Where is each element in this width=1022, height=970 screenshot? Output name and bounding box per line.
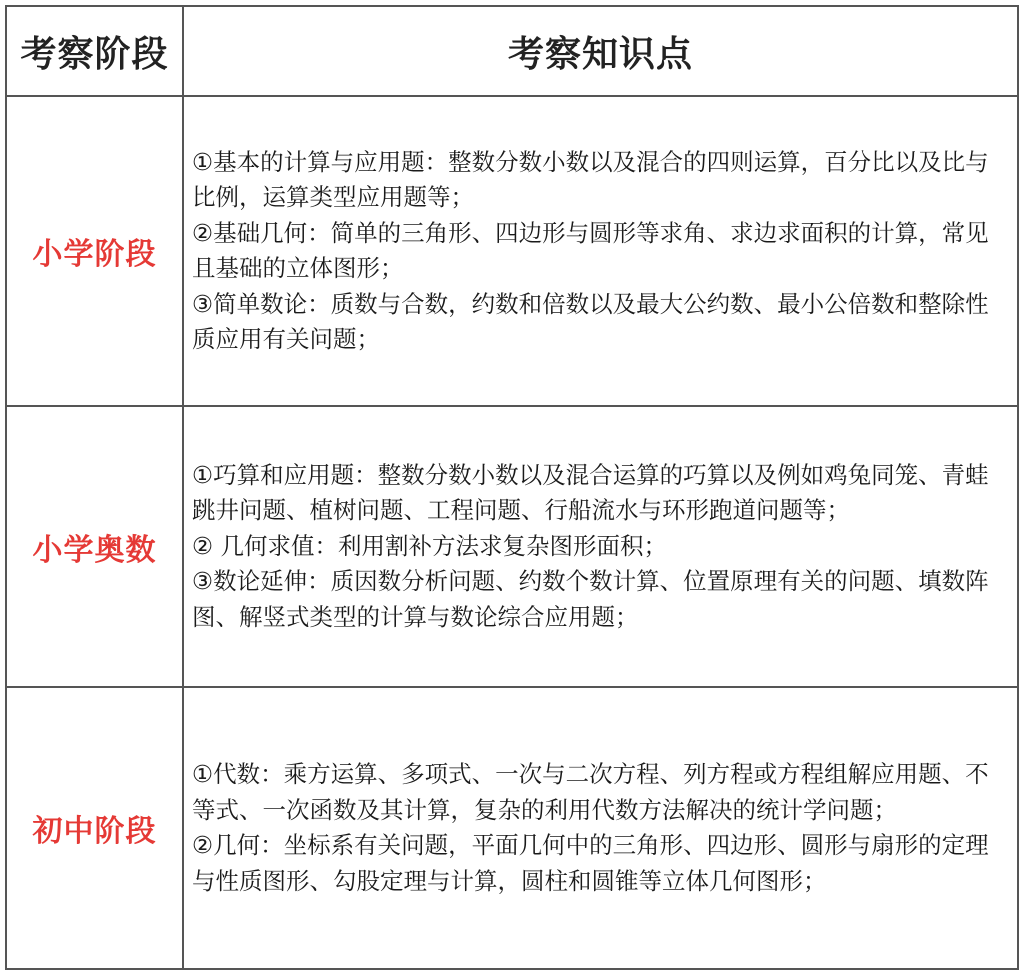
knowledge-point: ②几何：坐标系有关问题，平面几何中的三角形、四边形、圆形与扇形的定理与性质图形、勾股定理与计算，圆柱和圆锥等立体几何图形； — [192, 831, 989, 895]
table-row — [6, 406, 1018, 687]
knowledge-point: ①巧算和应用题：整数分数小数以及混合运算的巧算以及例如鸡兔同笼、青蛙跳井问题、植树问题、工程问题、行船流水与环形跑道问题等； — [192, 460, 989, 525]
stage-cell: 初中阶段 — [6, 687, 183, 969]
knowledge-point: ③数论延伸：质因数分析问题、约数个数计算、位置原理有关的问题、填数阵图、解竖式类型的计算与数论综合应用题； — [192, 567, 989, 631]
table-row — [6, 96, 1018, 406]
knowledge-table-container — [5, 5, 1017, 970]
knowledge-point: ①代数：乘方运算、多项式、一次与二次方程、列方程或方程组解应用题、不等式、一次函数及其计算，复杂的利用代数方法解决的统计学问题； — [192, 760, 989, 824]
header-stage: 考察阶段 — [6, 6, 183, 96]
knowledge-point: ③简单数论：质数与合数，约数和倍数以及最大公约数、最小公倍数和整除性质应用有关问题； — [192, 289, 989, 353]
knowledge-table — [5, 5, 1019, 970]
knowledge-point: ②基础几何：简单的三角形、四边形与圆形等求角、求边求面积的计算，常见且基础的立体图形； — [192, 218, 989, 282]
knowledge-point: ①基本的计算与应用题：整数分数小数以及混合的四则运算，百分比以及比与比例，运算类型应用题等； — [192, 147, 989, 211]
stage-cell: 小学奥数 — [6, 406, 183, 687]
knowledge-point: ② 几何求值：利用割补方法求复杂图形面积； — [192, 531, 668, 560]
knowledge-points-cell — [183, 96, 1018, 406]
header-knowledge-points: 考察知识点 — [183, 6, 1018, 96]
knowledge-points-cell — [183, 406, 1018, 687]
table-header-row — [6, 6, 1018, 96]
stage-cell: 小学阶段 — [6, 96, 183, 406]
